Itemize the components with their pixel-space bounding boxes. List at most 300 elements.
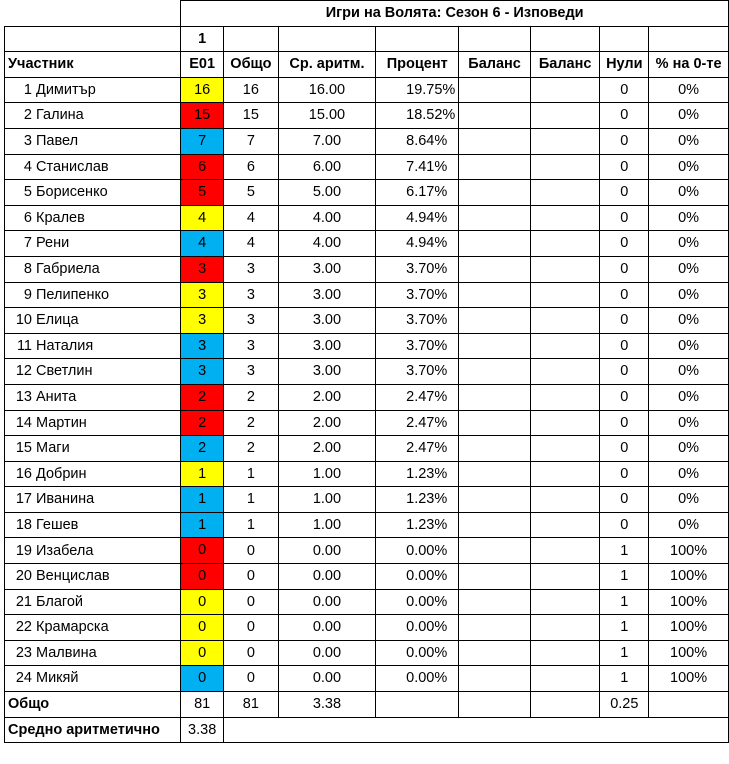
avg-cell: 0.00	[278, 640, 375, 666]
e01-score: 4	[198, 235, 207, 252]
e01-score-cell	[181, 77, 224, 103]
balance-1-cell	[459, 640, 531, 666]
participant-cell	[5, 564, 181, 590]
table-row	[5, 333, 729, 359]
balance-2-cell	[530, 154, 600, 180]
participant-cell	[5, 128, 181, 154]
avg-cell: 1.00	[278, 512, 375, 538]
rank: 1	[23, 81, 32, 98]
total-cell: 1	[224, 487, 279, 513]
participant-cell	[5, 154, 181, 180]
participant-cell	[5, 461, 181, 487]
zeros-cell: 0	[600, 128, 649, 154]
balance-2-cell	[530, 436, 600, 462]
zero-pct-cell: 0%	[649, 461, 729, 487]
total-cell: 4	[224, 205, 279, 231]
balance-2-cell	[530, 589, 600, 615]
balance-2-cell	[530, 615, 600, 641]
e01-score: 1	[198, 491, 207, 508]
total-cell: 15	[224, 103, 279, 129]
zero-pct-cell: 0%	[649, 77, 729, 103]
totals-blank-3	[530, 692, 600, 718]
balance-2-cell	[530, 77, 600, 103]
rank: 14	[15, 414, 32, 431]
e01-score-cell	[181, 308, 224, 334]
table-row	[5, 666, 729, 692]
rank: 24	[15, 670, 32, 687]
zero-pct-cell: 0%	[649, 128, 729, 154]
rank: 4	[23, 158, 32, 175]
balance-2-cell	[530, 205, 600, 231]
header-balance-1: Баланс	[459, 52, 531, 78]
e01-score: 5	[198, 184, 207, 201]
participant-name: Габриела	[36, 260, 100, 277]
e01-score: 0	[198, 568, 207, 585]
e01-score-cell	[181, 333, 224, 359]
rank: 5	[23, 184, 32, 201]
e01-score: 3	[198, 260, 207, 277]
total-cell: 3	[224, 308, 279, 334]
percent-cell: 3.70%	[376, 308, 459, 334]
total-cell: 3	[224, 282, 279, 308]
balance-1-cell	[459, 436, 531, 462]
participant-cell	[5, 333, 181, 359]
balance-2-cell	[530, 640, 600, 666]
zero-pct-cell: 100%	[649, 666, 729, 692]
avg-cell: 6.00	[278, 154, 375, 180]
zero-pct-cell: 0%	[649, 103, 729, 129]
balance-1-cell	[459, 666, 531, 692]
balance-1-cell	[459, 308, 531, 334]
total-cell: 2	[224, 410, 279, 436]
e01-score-cell	[181, 410, 224, 436]
header-balance-2: Баланс	[530, 52, 600, 78]
zero-pct-cell: 0%	[649, 333, 729, 359]
participant-cell	[5, 384, 181, 410]
e01-score-cell	[181, 103, 224, 129]
total-cell: 2	[224, 436, 279, 462]
e01-score-cell	[181, 589, 224, 615]
episode-number: 1	[181, 26, 224, 52]
e01-score: 16	[194, 81, 211, 98]
participant-cell	[5, 436, 181, 462]
zero-pct-cell: 100%	[649, 615, 729, 641]
participant-cell	[5, 256, 181, 282]
avg-cell: 15.00	[278, 103, 375, 129]
e01-score: 6	[198, 158, 207, 175]
balance-1-cell	[459, 256, 531, 282]
balance-1-cell	[459, 461, 531, 487]
participant-cell	[5, 282, 181, 308]
participant-name: Благой	[36, 593, 84, 610]
e01-score-cell	[181, 359, 224, 385]
table-row	[5, 615, 729, 641]
zeros-cell: 0	[600, 436, 649, 462]
balance-2-cell	[530, 308, 600, 334]
zero-pct-cell: 0%	[649, 487, 729, 513]
e01-score-cell	[181, 666, 224, 692]
balance-2-cell	[530, 256, 600, 282]
rank: 20	[15, 568, 32, 585]
zero-pct-cell: 0%	[649, 512, 729, 538]
table-row	[5, 256, 729, 282]
avg-cell: 0.00	[278, 615, 375, 641]
totals-blank-1	[376, 692, 459, 718]
zeros-cell: 1	[600, 640, 649, 666]
total-cell: 0	[224, 666, 279, 692]
avg-cell: 3.00	[278, 308, 375, 334]
percent-cell: 3.70%	[376, 256, 459, 282]
zeros-cell: 1	[600, 615, 649, 641]
episode-blank-4	[459, 26, 531, 52]
zeros-cell: 0	[600, 461, 649, 487]
participant-cell	[5, 231, 181, 257]
total-cell: 7	[224, 128, 279, 154]
table-row	[5, 282, 729, 308]
table-row	[5, 589, 729, 615]
zero-pct-cell: 0%	[649, 308, 729, 334]
percent-cell: 3.70%	[376, 333, 459, 359]
header-avg: Ср. аритм.	[278, 52, 375, 78]
table-row	[5, 128, 729, 154]
rank: 23	[15, 644, 32, 661]
e01-score: 3	[198, 337, 207, 354]
balance-1-cell	[459, 564, 531, 590]
total-cell: 1	[224, 461, 279, 487]
table-row	[5, 205, 729, 231]
zeros-cell: 0	[600, 154, 649, 180]
table-title: Игри на Волята: Сезон 6 - Изповеди	[181, 1, 729, 27]
rank: 11	[16, 337, 32, 354]
balance-1-cell	[459, 538, 531, 564]
zero-pct-cell: 0%	[649, 410, 729, 436]
totals-e01: 81	[181, 692, 224, 718]
avg-cell: 1.00	[278, 487, 375, 513]
participant-name: Пелипенко	[36, 286, 110, 303]
e01-score-cell	[181, 564, 224, 590]
participant-cell	[5, 640, 181, 666]
balance-1-cell	[459, 128, 531, 154]
participant-name: Мартин	[36, 414, 87, 431]
e01-score: 2	[198, 440, 207, 457]
balance-2-cell	[530, 410, 600, 436]
e01-score-cell	[181, 205, 224, 231]
average-value: 3.38	[181, 717, 224, 743]
balance-2-cell	[530, 180, 600, 206]
avg-cell: 3.00	[278, 256, 375, 282]
zero-pct-cell: 0%	[649, 436, 729, 462]
table-row	[5, 180, 729, 206]
e01-score: 1	[198, 465, 207, 482]
zeros-cell: 0	[600, 487, 649, 513]
rank: 13	[15, 388, 32, 405]
participant-name: Рени	[36, 235, 70, 252]
participant-name: Анита	[36, 388, 77, 405]
zero-pct-cell: 100%	[649, 564, 729, 590]
rank: 19	[15, 542, 32, 559]
e01-score-cell	[181, 615, 224, 641]
e01-score-cell	[181, 154, 224, 180]
e01-score-cell	[181, 180, 224, 206]
balance-1-cell	[459, 384, 531, 410]
balance-1-cell	[459, 282, 531, 308]
participant-cell	[5, 180, 181, 206]
zeros-cell: 0	[600, 103, 649, 129]
total-cell: 3	[224, 333, 279, 359]
participant-name: Кралев	[36, 209, 85, 226]
zeros-cell: 0	[600, 77, 649, 103]
e01-score-cell	[181, 461, 224, 487]
participant-name: Венцислав	[36, 568, 110, 585]
balance-2-cell	[530, 487, 600, 513]
e01-score-cell	[181, 128, 224, 154]
e01-score: 0	[198, 619, 207, 636]
participant-name: Станислав	[36, 158, 109, 175]
episode-blank-6	[600, 26, 649, 52]
e01-score: 0	[198, 644, 207, 661]
percent-cell: 0.00%	[376, 589, 459, 615]
rank: 18	[15, 516, 32, 533]
balance-2-cell	[530, 666, 600, 692]
e01-score: 3	[198, 312, 207, 329]
percent-cell: 1.23%	[376, 512, 459, 538]
percent-cell: 1.23%	[376, 461, 459, 487]
avg-cell: 4.00	[278, 231, 375, 257]
balance-2-cell	[530, 231, 600, 257]
e01-score-cell	[181, 436, 224, 462]
table-row	[5, 77, 729, 103]
avg-cell: 7.00	[278, 128, 375, 154]
balance-1-cell	[459, 77, 531, 103]
balance-2-cell	[530, 512, 600, 538]
total-cell: 0	[224, 615, 279, 641]
total-cell: 5	[224, 180, 279, 206]
totals-total: 81	[224, 692, 279, 718]
zeros-cell: 0	[600, 410, 649, 436]
percent-cell: 2.47%	[376, 410, 459, 436]
percent-cell: 2.47%	[376, 384, 459, 410]
e01-score-cell	[181, 231, 224, 257]
percent-cell: 2.47%	[376, 436, 459, 462]
totals-avg: 3.38	[278, 692, 375, 718]
total-cell: 2	[224, 384, 279, 410]
participant-name: Добрин	[36, 465, 87, 482]
e01-score-cell	[181, 640, 224, 666]
participant-name: Иванина	[36, 491, 95, 508]
participant-name: Елица	[36, 312, 79, 329]
avg-cell: 4.00	[278, 205, 375, 231]
participant-cell	[5, 205, 181, 231]
zero-pct-cell: 0%	[649, 256, 729, 282]
zero-pct-cell: 0%	[649, 205, 729, 231]
rank: 6	[23, 209, 32, 226]
balance-2-cell	[530, 282, 600, 308]
table-row	[5, 308, 729, 334]
rank: 10	[15, 312, 32, 329]
participant-cell	[5, 487, 181, 513]
zeros-cell: 1	[600, 564, 649, 590]
balance-2-cell	[530, 128, 600, 154]
percent-cell: 0.00%	[376, 640, 459, 666]
table-row	[5, 154, 729, 180]
balance-1-cell	[459, 487, 531, 513]
participant-cell	[5, 410, 181, 436]
zeros-cell: 0	[600, 333, 649, 359]
standings-table	[4, 0, 729, 743]
participant-cell	[5, 359, 181, 385]
avg-cell: 3.00	[278, 359, 375, 385]
rank: 7	[23, 235, 32, 252]
totals-label: Общо	[5, 692, 181, 718]
table-row	[5, 461, 729, 487]
zero-pct-cell: 100%	[649, 538, 729, 564]
table-row	[5, 436, 729, 462]
participant-cell	[5, 615, 181, 641]
e01-score-cell	[181, 282, 224, 308]
totals-zeros: 0.25	[600, 692, 649, 718]
balance-2-cell	[530, 333, 600, 359]
participant-name: Крамарска	[36, 619, 109, 636]
e01-score: 15	[194, 107, 211, 124]
table-row	[5, 640, 729, 666]
table-row	[5, 103, 729, 129]
participant-cell	[5, 103, 181, 129]
total-cell: 16	[224, 77, 279, 103]
participant-cell	[5, 538, 181, 564]
balance-1-cell	[459, 180, 531, 206]
percent-cell: 4.94%	[376, 231, 459, 257]
table-row	[5, 231, 729, 257]
zero-pct-cell: 0%	[649, 154, 729, 180]
percent-cell: 4.94%	[376, 205, 459, 231]
episode-blank-1	[224, 26, 279, 52]
header-zeros: Нули	[600, 52, 649, 78]
participant-name: Павел	[36, 133, 79, 150]
zeros-cell: 0	[600, 231, 649, 257]
balance-2-cell	[530, 461, 600, 487]
total-cell: 3	[224, 359, 279, 385]
avg-cell: 2.00	[278, 410, 375, 436]
header-participant: Участник	[5, 52, 181, 78]
e01-score-cell	[181, 538, 224, 564]
zeros-cell: 1	[600, 666, 649, 692]
total-cell: 3	[224, 256, 279, 282]
avg-cell: 0.00	[278, 538, 375, 564]
episode-blank-7	[649, 26, 729, 52]
participant-name: Маги	[36, 440, 70, 457]
e01-score-cell	[181, 512, 224, 538]
balance-2-cell	[530, 538, 600, 564]
table-row	[5, 410, 729, 436]
header-total: Общо	[224, 52, 279, 78]
balance-1-cell	[459, 410, 531, 436]
e01-score: 0	[198, 670, 207, 687]
zero-pct-cell: 100%	[649, 640, 729, 666]
balance-1-cell	[459, 615, 531, 641]
e01-score: 2	[198, 388, 207, 405]
percent-cell: 0.00%	[376, 538, 459, 564]
rank: 22	[15, 619, 32, 636]
zero-pct-cell: 0%	[649, 231, 729, 257]
e01-score: 7	[198, 132, 207, 149]
avg-cell: 3.00	[278, 282, 375, 308]
balance-1-cell	[459, 231, 531, 257]
zeros-cell: 0	[600, 384, 649, 410]
table-row	[5, 487, 729, 513]
percent-cell: 7.41%	[376, 154, 459, 180]
zeros-cell: 0	[600, 359, 649, 385]
zero-pct-cell: 0%	[649, 282, 729, 308]
avg-cell: 2.00	[278, 436, 375, 462]
balance-1-cell	[459, 333, 531, 359]
e01-score-cell	[181, 256, 224, 282]
e01-score: 0	[198, 593, 207, 610]
episode-blank-5	[530, 26, 600, 52]
zero-pct-cell: 100%	[649, 589, 729, 615]
totals-blank-4	[649, 692, 729, 718]
e01-score-cell	[181, 384, 224, 410]
balance-1-cell	[459, 205, 531, 231]
header-percent: Процент	[376, 52, 459, 78]
percent-cell: 1.23%	[376, 487, 459, 513]
zeros-cell: 0	[600, 256, 649, 282]
percent-cell: 3.70%	[376, 359, 459, 385]
participant-cell	[5, 666, 181, 692]
header-row	[5, 52, 729, 78]
totals-row	[5, 692, 729, 718]
zeros-cell: 0	[600, 205, 649, 231]
total-cell: 4	[224, 231, 279, 257]
zero-pct-cell: 0%	[649, 384, 729, 410]
avg-cell: 0.00	[278, 564, 375, 590]
balance-1-cell	[459, 154, 531, 180]
percent-cell: 3.70%	[376, 282, 459, 308]
rank: 12	[15, 363, 32, 380]
episode-number-row	[5, 26, 729, 52]
avg-cell: 2.00	[278, 384, 375, 410]
average-label: Средно аритметично	[5, 717, 181, 743]
e01-score: 1	[198, 516, 207, 533]
e01-score: 4	[198, 209, 207, 226]
participant-cell	[5, 77, 181, 103]
total-cell: 0	[224, 564, 279, 590]
rank: 8	[23, 260, 32, 277]
title-row	[5, 1, 729, 27]
avg-cell: 5.00	[278, 180, 375, 206]
participant-name: Малвина	[36, 644, 97, 661]
participant-cell	[5, 589, 181, 615]
balance-1-cell	[459, 512, 531, 538]
participant-name: Гешев	[36, 516, 79, 533]
episode-spacer	[5, 26, 181, 52]
total-cell: 1	[224, 512, 279, 538]
participant-name: Димитър	[36, 81, 96, 98]
avg-cell: 16.00	[278, 77, 375, 103]
participant-name: Светлин	[36, 363, 93, 380]
zero-pct-cell: 0%	[649, 180, 729, 206]
balance-1-cell	[459, 103, 531, 129]
e01-score-cell	[181, 487, 224, 513]
average-row	[5, 717, 729, 743]
avg-cell: 3.00	[278, 333, 375, 359]
percent-cell: 8.64%	[376, 128, 459, 154]
zeros-cell: 1	[600, 538, 649, 564]
avg-cell: 1.00	[278, 461, 375, 487]
rank: 9	[23, 286, 32, 303]
rank: 15	[15, 440, 32, 457]
total-cell: 0	[224, 640, 279, 666]
zeros-cell: 1	[600, 589, 649, 615]
